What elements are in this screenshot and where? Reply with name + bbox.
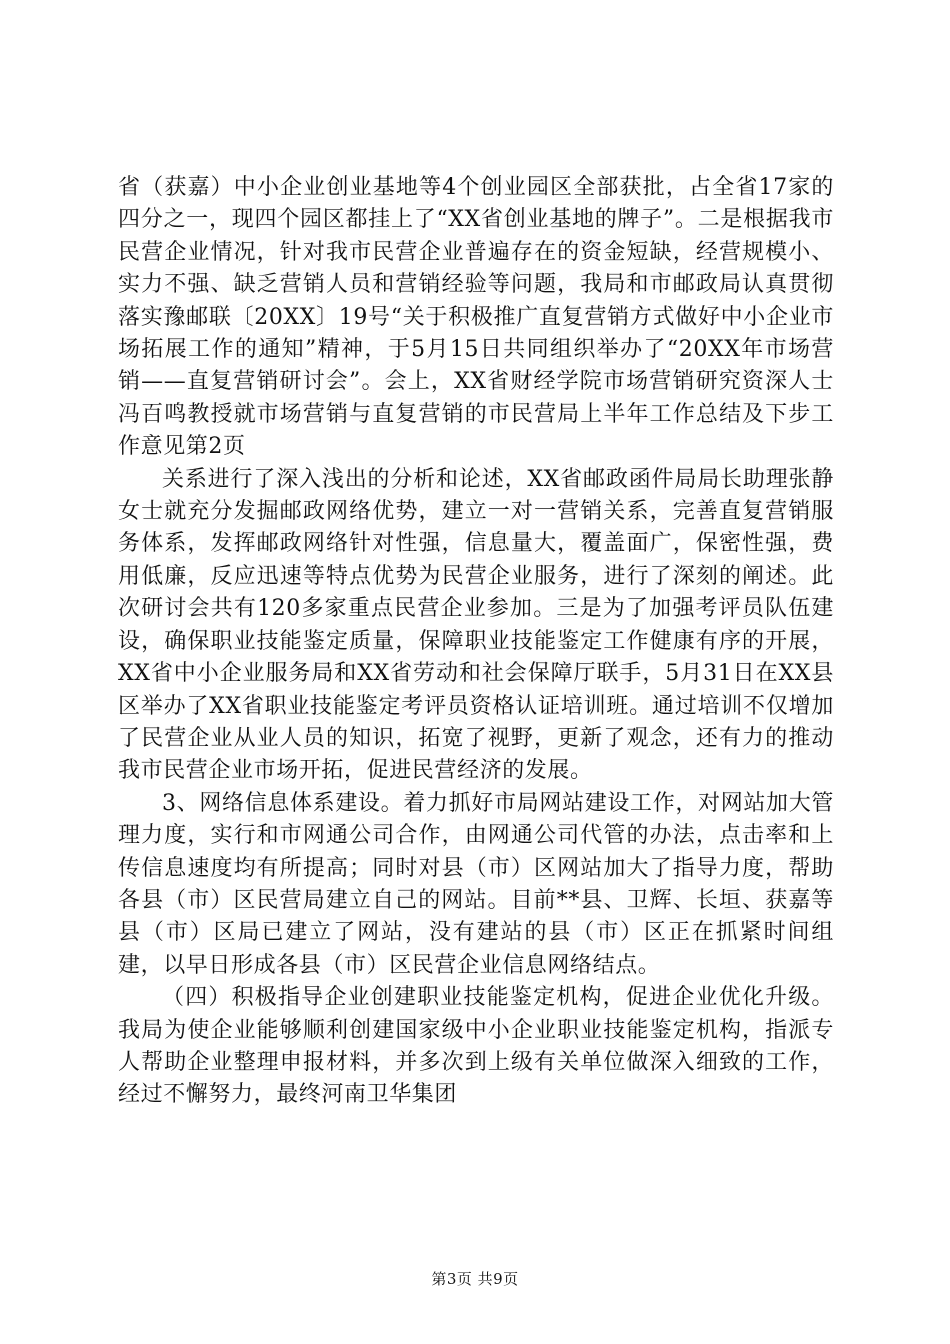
paragraph-3: 3、网络信息体系建设。着力抓好市局网站建设工作，对网站加大管理力度，实行和市网通公司合作，由网通公司代管的办法，点击率和上传信息速度均有所提高；同时对县（市）区网站加大了指导力度，帮助各县（市）区民营局建立自己的网站。目前**县、卫辉、长垣、获嘉等县（市）区局已建立了网站，没有建站的县（市）区正在抓紧时间组建，以早日形成各县（市）区民营企业信息网络结点。	[118, 790, 834, 978]
paragraph-4: （四）积极指导企业创建职业技能鉴定机构，促进企业优化升级。我局为使企业能够顺利创建国家级中小企业职业技能鉴定机构，指派专人帮助企业整理申报材料，并多次到上级有关单位做深入细致的工作，经过不懈努力，最终河南卫华集团	[118, 985, 834, 1108]
paragraph-2: 关系进行了深入浅出的分析和论述，XX省邮政函件局局长助理张静女士就充分发掘邮政网络优势，建立一对一营销关系，完善直复营销服务体系，发挥邮政网络针对性强，信息量大，覆盖面广，保密性强，费用低廉，反应迅速等特点优势为民营企业服务，进行了深刻的阐述。此次研讨会共有120多家重点民营企业参加。三是为了加强考评员队伍建设，确保职业技能鉴定质量，保障职业技能鉴定工作健康有序的开展，XX省中小企业服务局和XX省劳动和社会保障厅联手，5月31日在XX县区举办了XX省职业技能鉴定考评员资格认证培训班。通过培训不仅增加了民营企业从业人员的知识，拓宽了视野，更新了观念，还有力的推动我市民营企业市场开拓，促进民营经济的发展。	[118, 466, 834, 784]
paragraph-1: 省（获嘉）中小企业创业基地等4个创业园区全部获批，占全省17家的四分之一，现四个园区都挂上了“XX省创业基地的牌子”。二是根据我市民营企业情况，针对我市民营企业普遍存在的资金短缺，经营规模小、实力不强、缺乏营销人员和营销经验等问题，我局和市邮政局认真贯彻落实豫邮联〔20XX〕19号“关于积极推广直复营销方式做好中小企业市场拓展工作的通知”精神，于5月15日共同组织举办了“20XX年市场营销——直复营销研讨会”。会上，XX省财经学院市场营销研究资深人士冯百鸣教授就市场营销与直复营销的市民营局上半年工作总结及下步工作意见第2页	[118, 175, 834, 460]
page-footer: 第3页 共9页	[431, 1270, 519, 1288]
document-body	[118, 172, 834, 1112]
